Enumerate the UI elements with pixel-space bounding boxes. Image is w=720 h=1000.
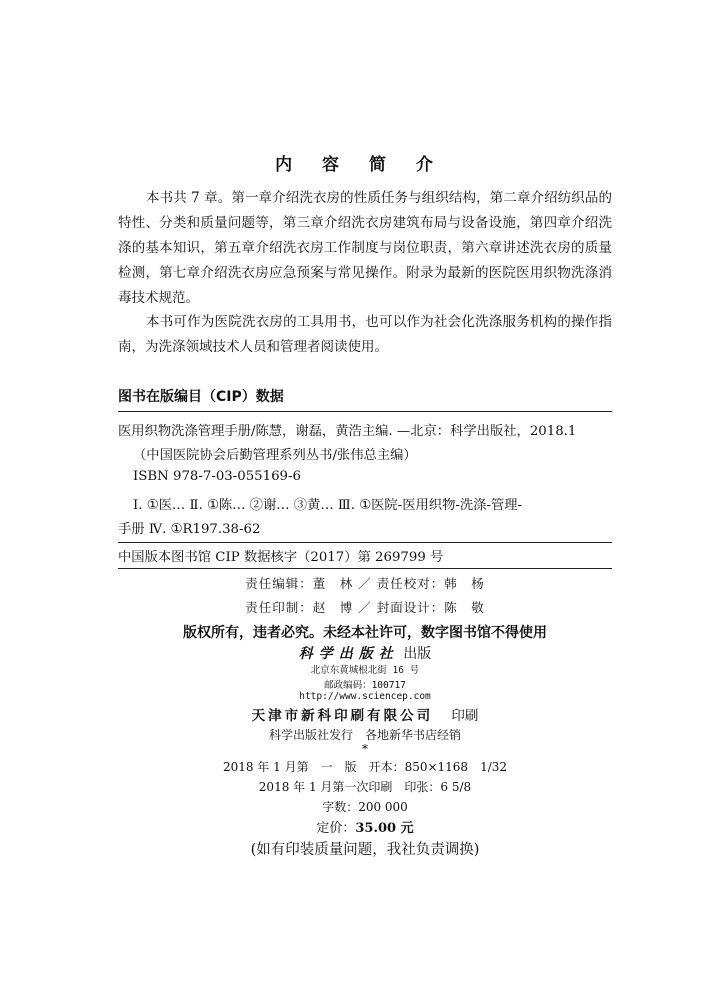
- cip-title-line: 医用织物洗涤管理手册/陈慧，谢磊，黄浩主编. —北京：科学出版社，2018.1: [118, 424, 577, 439]
- separator-star: *: [362, 742, 368, 756]
- printer-logo: 天津市新科印刷有限公司: [251, 708, 434, 724]
- distribution-line: 科学出版社发行 各地新华书店经销: [268, 728, 461, 742]
- summary-paragraph-2: 本书可作为医院洗衣房的工具用书，也可以作为社会化洗涤服务机构的操作指南，为洗涤领域技术人员和管理者阅读使用。: [118, 314, 612, 355]
- publisher-url: http://www.sciencep.com: [299, 691, 431, 702]
- copyright-notice: 版权所有，违者必究。未经本社许可，数字图书馆不得使用: [183, 625, 547, 641]
- credits-line-2: 责任印制：赵 博 ／ 封面设计：陈 敬: [245, 600, 485, 615]
- word-count: 字数：200 000: [322, 800, 408, 814]
- publisher-suffix: 出版: [403, 646, 432, 662]
- printer-line: [118, 704, 612, 724]
- cip-top-rule: [118, 411, 612, 412]
- price-label: 定价：: [316, 821, 356, 836]
- price-value: 35.00 元: [355, 821, 414, 836]
- publisher-address: 北京东黄城根北街 16 号: [310, 665, 420, 676]
- summary-paragraph-1: 本书共 7 章。第一章介绍洗衣房的性质任务与组织结构，第二章介绍纺织品的特性、分类和质量问题等，第三章介绍洗衣房建筑布局与设备设施，第四章介绍洗涤的基本知识，第五章介绍洗衣房工作制度与岗位职责，第六章讲述洗衣房的质量检测，第七章介绍洗衣房应急预案与常见操作。附录为最新的医院医用织物洗涤消毒技术规范。: [118, 190, 612, 306]
- printing-line: 2018 年 1 月第一次印刷 印张：6 5/8: [258, 780, 472, 794]
- cip-data-number: 中国版本图书馆 CIP 数据核字（2017）第 269799 号: [118, 550, 444, 565]
- cip-middle-rule: [118, 542, 612, 543]
- price-line: [118, 817, 612, 836]
- cip-isbn: ISBN 978-7-03-055169-6: [133, 469, 301, 484]
- cip-classification-line-2: 手册 Ⅳ. ①R197.38-62: [118, 522, 261, 537]
- printer-suffix: 印刷: [451, 708, 479, 724]
- cip-series-line: （中国医院协会后勤管理系列丛书/张伟总主编）: [133, 448, 417, 463]
- summary-title: 内 容 简 介: [275, 155, 445, 175]
- cip-heading: 图书在版编目（CIP）数据: [118, 389, 284, 405]
- edition-line: 2018 年 1 月第 一 版 开本：850×1168 1/32: [222, 760, 508, 774]
- credits-line-1: 责任编辑：董 林 ／ 责任校对：韩 杨: [245, 576, 485, 591]
- quality-note: (如有印装质量问题，我社负责调换): [250, 842, 480, 858]
- publisher-logo: 科学出版社: [298, 646, 399, 662]
- cip-classification-line-1: Ⅰ. ①医… Ⅱ. ①陈… ②谢… ③黄… Ⅲ. ①医院-医用织物-洗涤-管理-: [133, 498, 523, 513]
- cip-bottom-rule: [118, 568, 612, 569]
- publisher-postcode: 邮政编码：100717: [324, 680, 406, 691]
- publisher-line: [118, 643, 612, 663]
